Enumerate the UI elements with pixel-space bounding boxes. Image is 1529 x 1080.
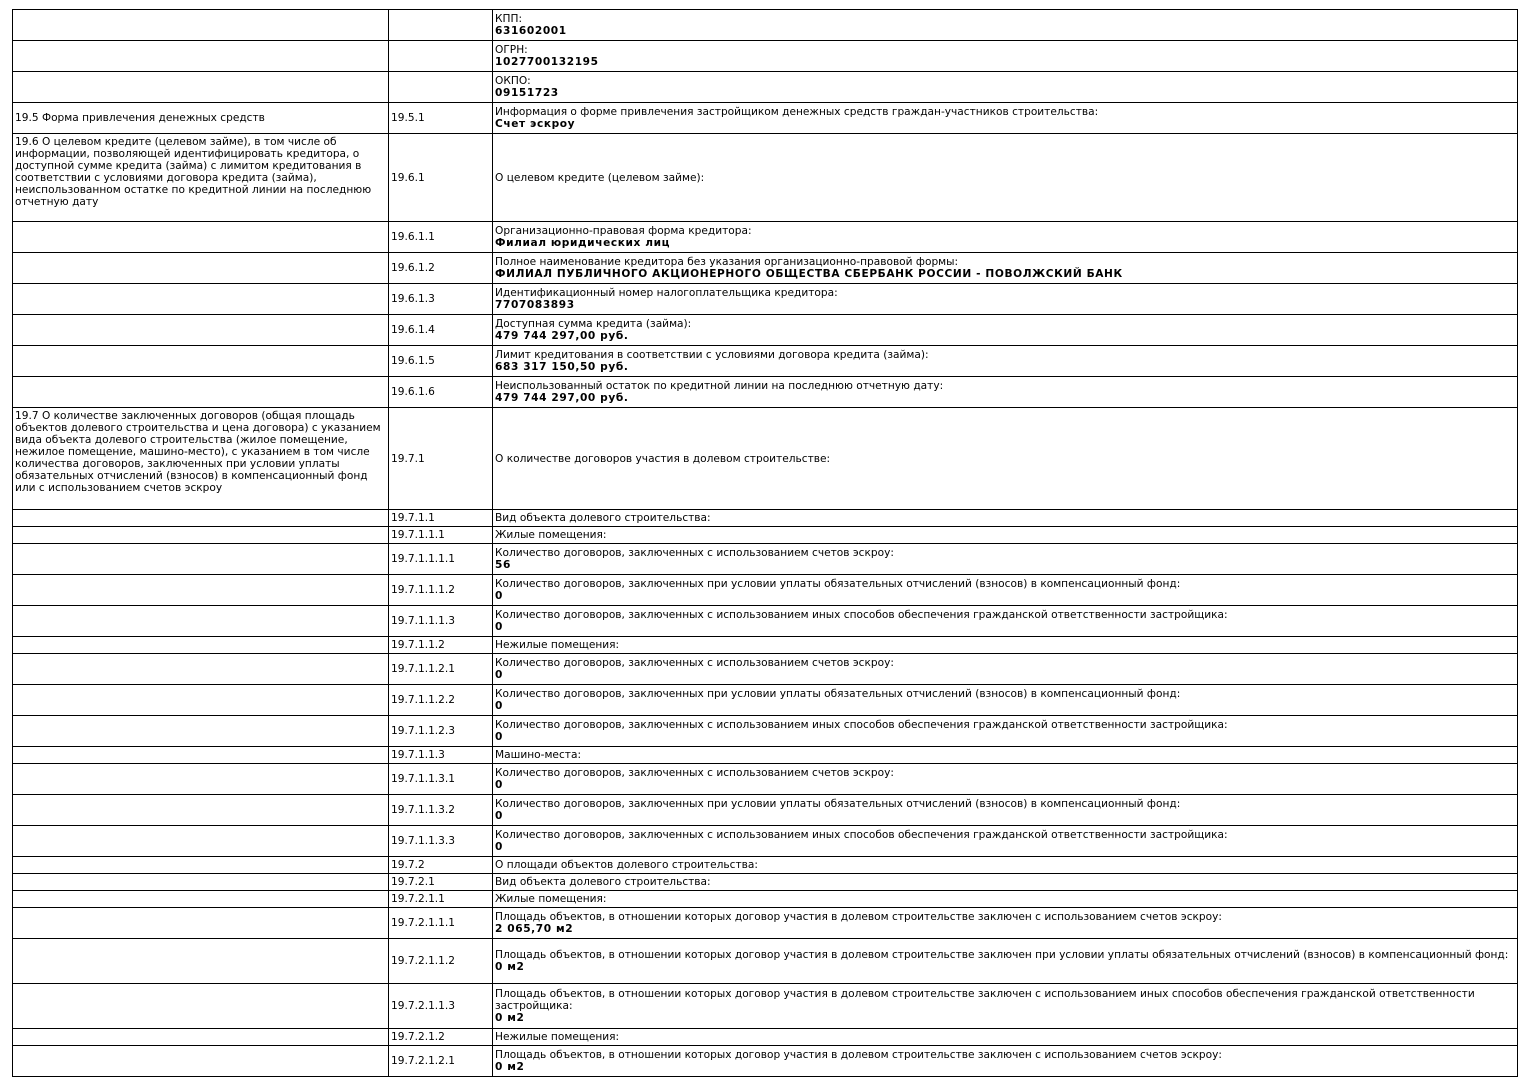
code-cell: 19.7.1.1.2.3	[389, 716, 493, 747]
table-row	[13, 747, 1518, 764]
description-cell	[493, 10, 1518, 41]
table-row	[13, 284, 1518, 315]
description-cell	[493, 134, 1518, 222]
field-label: Количество договоров, заключенных с использованием иных способов обеспечения гражданской ответственности застройщика:	[495, 829, 1228, 841]
table-body	[13, 10, 1518, 1077]
section-cell	[13, 377, 389, 408]
code-cell: 19.7.2.1.2.1	[389, 1046, 493, 1077]
table-row	[13, 510, 1518, 527]
field-value: 56	[495, 559, 511, 571]
code-cell: 19.7.2	[389, 857, 493, 874]
field-value: 1027700132195	[495, 56, 599, 68]
description-cell	[493, 984, 1518, 1029]
field-label: Количество договоров, заключенных с использованием иных способов обеспечения гражданской ответственности застройщика:	[495, 719, 1228, 731]
table-row	[13, 103, 1518, 134]
table-row	[13, 908, 1518, 939]
field-value: 0	[495, 779, 503, 791]
code-cell: 19.7.1.1.3.1	[389, 764, 493, 795]
field-label: Полное наименование кредитора без указания организационно-правовой формы:	[495, 256, 959, 268]
field-label: Неиспользованный остаток по кредитной линии на последнюю отчетную дату:	[495, 380, 944, 392]
field-label: Количество договоров, заключенных с использованием счетов эскроу:	[495, 547, 894, 559]
section-cell	[13, 826, 389, 857]
description-cell	[493, 826, 1518, 857]
section-cell	[13, 984, 389, 1029]
code-cell: 19.7.2.1.1	[389, 891, 493, 908]
section-cell	[13, 637, 389, 654]
field-label: Информация о форме привлечения застройщиком денежных средств граждан-участников строительства:	[495, 106, 1099, 118]
description-cell	[493, 716, 1518, 747]
code-cell: 19.7.1.1.3.3	[389, 826, 493, 857]
table-row	[13, 10, 1518, 41]
table-row	[13, 1029, 1518, 1046]
field-label: Количество договоров, заключенных при условии уплаты обязательных отчислений (взносов) в компенсационный фонд:	[495, 578, 1181, 590]
section-cell	[13, 222, 389, 253]
description-cell	[493, 1046, 1518, 1077]
description-cell	[493, 253, 1518, 284]
code-cell: 19.7.1.1.1.3	[389, 606, 493, 637]
field-label: Вид объекта долевого строительства:	[495, 512, 711, 524]
code-cell: 19.7.1.1.1	[389, 527, 493, 544]
code-cell: 19.7.1.1.2.1	[389, 654, 493, 685]
field-label: О целевом кредите (целевом займе):	[495, 171, 705, 184]
description-cell	[493, 72, 1518, 103]
description-cell	[493, 637, 1518, 654]
field-label: Нежилые помещения:	[495, 639, 620, 651]
section-cell	[13, 41, 389, 72]
description-cell	[493, 654, 1518, 685]
description-cell	[493, 346, 1518, 377]
section-cell	[13, 575, 389, 606]
section-cell	[13, 510, 389, 527]
field-label: Идентификационный номер налогоплательщика кредитора:	[495, 287, 838, 299]
field-value: 0	[495, 810, 503, 822]
field-value: 09151723	[495, 87, 559, 99]
description-cell	[493, 939, 1518, 984]
field-label: Площадь объектов, в отношении которых договор участия в долевом строительстве заключен при условии уплаты обязательных отчислений (взносов) в компенсационный фонд:	[495, 949, 1509, 961]
field-value: 0	[495, 621, 503, 633]
description-cell	[493, 510, 1518, 527]
code-cell: 19.7.2.1	[389, 874, 493, 891]
section-cell	[13, 1029, 389, 1046]
field-label: Площадь объектов, в отношении которых договор участия в долевом строительстве заключен с использованием иных способов обеспечения гражданской ответственности застройщика:	[495, 988, 1475, 1012]
description-cell	[493, 41, 1518, 72]
code-cell: 19.7.1	[389, 408, 493, 510]
field-label: О площади объектов долевого строительства:	[495, 859, 758, 871]
description-cell	[493, 764, 1518, 795]
code-cell: 19.6.1.2	[389, 253, 493, 284]
field-label: Нежилые помещения:	[495, 1031, 620, 1043]
field-label: ОГРН:	[495, 44, 528, 56]
field-label: Доступная сумма кредита (займа):	[495, 318, 692, 330]
table-row	[13, 253, 1518, 284]
section-cell: 19.5 Форма привлечения денежных средств	[13, 103, 389, 134]
field-value: 0	[495, 590, 503, 602]
code-cell: 19.6.1.4	[389, 315, 493, 346]
table-row	[13, 654, 1518, 685]
code-cell: 19.7.1.1.2	[389, 637, 493, 654]
code-cell: 19.7.2.1.1.2	[389, 939, 493, 984]
table-row	[13, 346, 1518, 377]
code-cell: 19.6.1	[389, 134, 493, 222]
description-cell	[493, 874, 1518, 891]
table-row	[13, 1046, 1518, 1077]
field-label: Лимит кредитования в соответствии с условиями договора кредита (займа):	[495, 349, 929, 361]
section-cell	[13, 544, 389, 575]
code-cell: 19.6.1.1	[389, 222, 493, 253]
field-label: Вид объекта долевого строительства:	[495, 876, 711, 888]
table-row	[13, 716, 1518, 747]
description-cell	[493, 575, 1518, 606]
field-label: Жилые помещения:	[495, 893, 607, 905]
field-label: Количество договоров, заключенных с использованием счетов эскроу:	[495, 767, 894, 779]
table-row	[13, 41, 1518, 72]
section-cell: 19.7 О количестве заключенных договоров (общая площадь объектов долевого строительства и цена договора) с указанием вида объекта долевого строительства (жилое помещение, нежилое помещение, машино-место), с указанием в том числе количества договоров, заключенных при условии уплаты обязательных отчислений (взносов) в компенсационный фонд или с использованием счетов эскроу	[13, 408, 389, 510]
description-cell	[493, 857, 1518, 874]
table-row	[13, 315, 1518, 346]
field-value: 0	[495, 700, 503, 712]
code-cell	[389, 10, 493, 41]
table-row	[13, 891, 1518, 908]
description-cell	[493, 891, 1518, 908]
table-row	[13, 874, 1518, 891]
field-label: Организационно-правовая форма кредитора:	[495, 225, 752, 237]
field-label: Количество договоров, заключенных при условии уплаты обязательных отчислений (взносов) в компенсационный фонд:	[495, 798, 1181, 810]
section-cell	[13, 284, 389, 315]
field-value: 0 м2	[495, 961, 525, 973]
field-value: 0	[495, 669, 503, 681]
description-cell	[493, 795, 1518, 826]
table-row	[13, 984, 1518, 1029]
description-cell	[493, 544, 1518, 575]
code-cell: 19.7.2.1.1.3	[389, 984, 493, 1029]
description-cell	[493, 747, 1518, 764]
field-value: 2 065,70 м2	[495, 923, 574, 935]
section-cell	[13, 527, 389, 544]
table-row	[13, 685, 1518, 716]
field-label: Количество договоров, заключенных с использованием счетов эскроу:	[495, 657, 894, 669]
description-cell	[493, 606, 1518, 637]
section-cell	[13, 606, 389, 637]
field-label: КПП:	[495, 13, 523, 25]
description-cell	[493, 527, 1518, 544]
description-cell	[493, 408, 1518, 510]
section-cell	[13, 716, 389, 747]
field-label: Количество договоров, заключенных с использованием иных способов обеспечения гражданской ответственности застройщика:	[495, 609, 1228, 621]
section-cell	[13, 253, 389, 284]
section-cell	[13, 72, 389, 103]
section-cell	[13, 939, 389, 984]
description-cell	[493, 284, 1518, 315]
code-cell: 19.7.1.1	[389, 510, 493, 527]
code-cell: 19.7.2.1.2	[389, 1029, 493, 1046]
section-cell	[13, 908, 389, 939]
table-row	[13, 606, 1518, 637]
code-cell: 19.7.1.1.3	[389, 747, 493, 764]
section-cell	[13, 874, 389, 891]
field-value: 0	[495, 731, 503, 743]
code-cell: 19.7.1.1.1.1	[389, 544, 493, 575]
description-cell	[493, 377, 1518, 408]
field-value: 683 317 150,50 руб.	[495, 361, 629, 373]
table-row	[13, 408, 1518, 510]
code-cell	[389, 41, 493, 72]
table-row	[13, 795, 1518, 826]
table-row	[13, 764, 1518, 795]
field-label: Количество договоров, заключенных при условии уплаты обязательных отчислений (взносов) в компенсационный фонд:	[495, 688, 1181, 700]
section-cell	[13, 346, 389, 377]
section-cell	[13, 685, 389, 716]
code-cell: 19.7.1.1.3.2	[389, 795, 493, 826]
code-cell	[389, 72, 493, 103]
code-cell: 19.7.1.1.2.2	[389, 685, 493, 716]
field-value: 0	[495, 841, 503, 853]
code-cell: 19.7.2.1.1.1	[389, 908, 493, 939]
table-row	[13, 72, 1518, 103]
section-cell	[13, 10, 389, 41]
section-cell	[13, 1046, 389, 1077]
table-row	[13, 939, 1518, 984]
field-label: О количестве договоров участия в долевом строительстве:	[495, 452, 831, 465]
table-row	[13, 544, 1518, 575]
section-cell	[13, 857, 389, 874]
code-cell: 19.6.1.3	[389, 284, 493, 315]
field-label: Площадь объектов, в отношении которых договор участия в долевом строительстве заключен с использованием счетов эскроу:	[495, 1049, 1222, 1061]
field-value: 631602001	[495, 25, 567, 37]
field-value: 7707083893	[495, 299, 575, 311]
table-row	[13, 637, 1518, 654]
table-row	[13, 857, 1518, 874]
description-cell	[493, 315, 1518, 346]
description-cell	[493, 222, 1518, 253]
field-label: Жилые помещения:	[495, 529, 607, 541]
table-row	[13, 826, 1518, 857]
field-value: 0 м2	[495, 1061, 525, 1073]
field-value: 479 744 297,00 руб.	[495, 392, 629, 404]
field-value: Филиал юридических лиц	[495, 237, 671, 249]
section-cell	[13, 654, 389, 685]
section-cell	[13, 747, 389, 764]
description-cell	[493, 908, 1518, 939]
code-cell: 19.5.1	[389, 103, 493, 134]
field-value: ФИЛИАЛ ПУБЛИЧНОГО АКЦИОНЕРНОГО ОБЩЕСТВА СБЕРБАНК РОССИИ - ПОВОЛЖСКИЙ БАНК	[495, 268, 1123, 280]
table-row	[13, 527, 1518, 544]
field-value: Счет эскроу	[495, 118, 576, 130]
section-cell	[13, 891, 389, 908]
description-cell	[493, 685, 1518, 716]
section-cell: 19.6 О целевом кредите (целевом займе), в том числе об информации, позволяющей идентифицировать кредитора, о доступной сумме кредита (займа) с лимитом кредитования в соответствии с условиями договора кредита (займа), неиспользованном остатке по кредитной линии на последнюю отчетную дату	[13, 134, 389, 222]
code-cell: 19.7.1.1.1.2	[389, 575, 493, 606]
table-row	[13, 134, 1518, 222]
field-label: Машино-места:	[495, 749, 582, 761]
disclosure-table	[12, 9, 1518, 1077]
field-value: 479 744 297,00 руб.	[495, 330, 629, 342]
section-cell	[13, 315, 389, 346]
description-cell	[493, 1029, 1518, 1046]
field-label: ОКПО:	[495, 75, 531, 87]
field-label: Площадь объектов, в отношении которых договор участия в долевом строительстве заключен с использованием счетов эскроу:	[495, 911, 1222, 923]
table-row	[13, 222, 1518, 253]
table-row	[13, 377, 1518, 408]
table-row	[13, 575, 1518, 606]
field-value: 0 м2	[495, 1012, 525, 1024]
code-cell: 19.6.1.6	[389, 377, 493, 408]
section-cell	[13, 764, 389, 795]
section-cell	[13, 795, 389, 826]
code-cell: 19.6.1.5	[389, 346, 493, 377]
description-cell	[493, 103, 1518, 134]
